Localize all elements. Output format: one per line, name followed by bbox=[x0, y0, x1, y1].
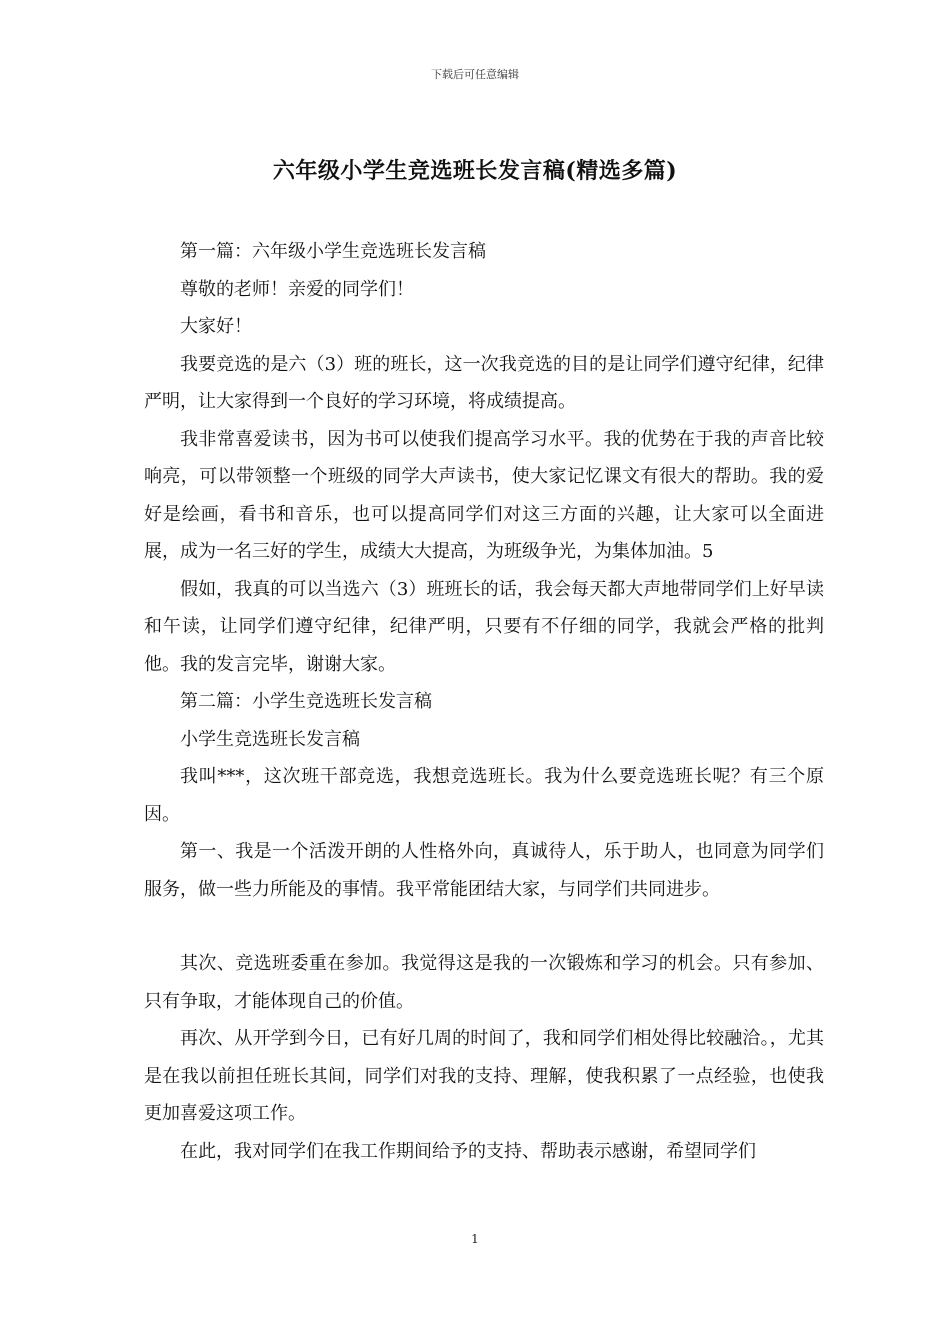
document-title: 六年级小学生竞选班长发言稿(精选多篇) bbox=[272, 158, 678, 184]
document-body bbox=[144, 233, 824, 1170]
salutation: 尊敬的老师！亲爱的同学们！ bbox=[180, 278, 414, 300]
body-paragraph: 我要竞选的是六（3）班的班长，这一次我竞选的目的是让同学们遵守纪律，纪律严明，让大家得到一个良好的学习环境，将成绩提高。 bbox=[144, 353, 824, 412]
section-heading-1: 第一篇：六年级小学生竞选班长发言稿 bbox=[180, 241, 486, 262]
page-number: 1 bbox=[471, 1232, 479, 1246]
subheading: 小学生竞选班长发言稿 bbox=[180, 728, 360, 750]
section-heading-2: 第二篇：小学生竞选班长发言稿 bbox=[180, 691, 432, 712]
body-paragraph: 我叫***，这次班干部竞选，我想竞选班长。我为什么要竞选班长呢？有三个原因。 bbox=[144, 766, 824, 825]
body-paragraph: 假如，我真的可以当选六（3）班班长的话，我会每天都大声地带同学们上好早读和午读，让同学们遵守纪律，纪律严明，只要有不仔细的同学，我就会严格的批判他。我的发言完毕，谢谢大家。 bbox=[144, 578, 824, 675]
greeting: 大家好！ bbox=[180, 316, 252, 337]
body-paragraph: 第一、我是一个活泼开朗的人性格外向，真诚待人，乐于助人，也同意为同学们服务，做一些力所能及的事情。我平常能团结大家，与同学们共同进步。 bbox=[144, 841, 824, 900]
body-paragraph: 在此，我对同学们在我工作期间给予的支持、帮助表示感谢，希望同学们 bbox=[180, 1140, 756, 1162]
body-paragraph: 再次、从开学到今日，已有好几周的时间了，我和同学们相处得比较融洽。，尤其是在我以前担任班长其间，同学们对我的支持、理解，使我积累了一点经验，也使我更加喜爱这项工作。 bbox=[144, 1028, 824, 1124]
body-paragraph: 其次、竞选班委重在参加。我觉得这是我的一次锻炼和学习的机会。只有参加、只有争取，才能体现自己的价值。 bbox=[144, 953, 824, 1012]
body-paragraph: 我非常喜爱读书，因为书可以使我们提高学习水平。我的优势在于我的声音比较响亮，可以带领整一个班级的同学大声读书，使大家记忆课文有很大的帮助。我的爱好是绘画，看书和音乐，也可以提高同学们对这三方面的兴趣，让大家可以全面进展，成为一名三好的学生，成绩大大提高，为班级争光，为集体加油。5 bbox=[144, 428, 824, 562]
page-header: 下载后可任意编辑 bbox=[431, 68, 519, 81]
